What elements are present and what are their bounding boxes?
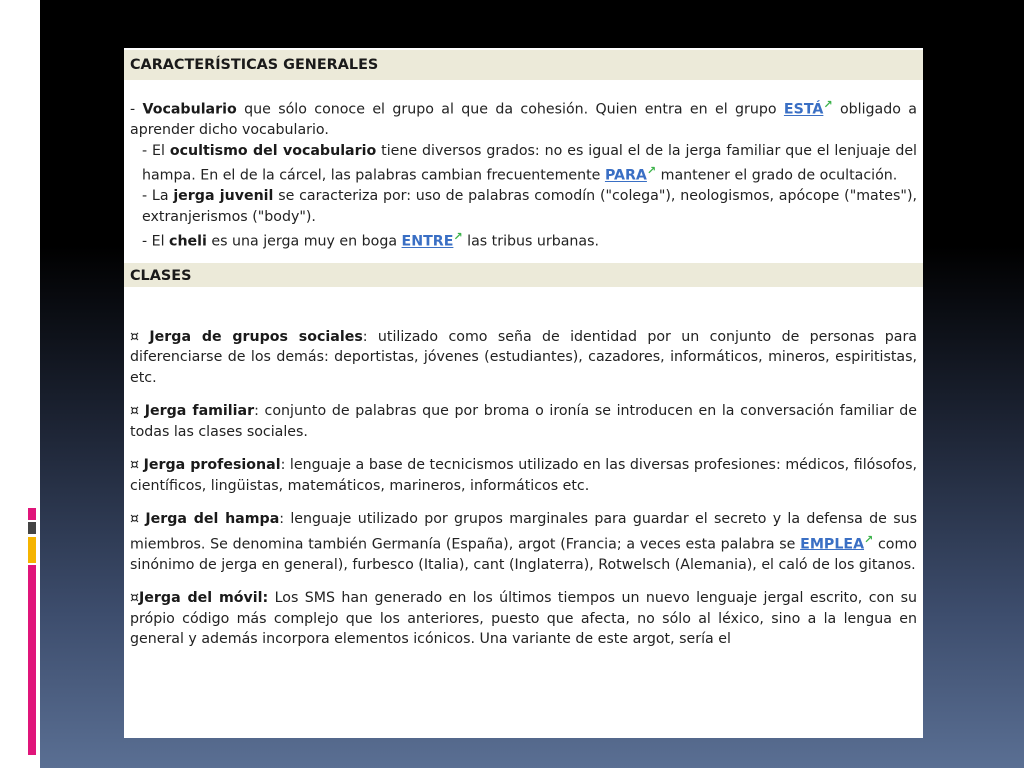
external-link-icon[interactable]: ↗: [823, 98, 833, 111]
link-entre[interactable]: ENTRE: [401, 234, 454, 251]
bullet-icon: ¤: [130, 511, 140, 528]
accent-bar-yellow: [28, 537, 36, 563]
section-header-clases: CLASES: [124, 263, 923, 287]
bullet-icon: ¤: [130, 328, 140, 345]
paragraph-vocabulario: - Vocabulario que sólo conoce el grupo al que da cohesión. Quien entra en el grupo ESTÁ↗ obligado a aprender dicho vocabulario.: [130, 98, 917, 139]
link-para[interactable]: PARA: [604, 167, 647, 184]
bullet-icon: ¤: [130, 457, 140, 474]
external-link-icon[interactable]: ↗: [453, 230, 463, 244]
decorative-bar: [34, 18, 38, 117]
paragraph-ocultismo: - El ocultismo del vocabulario tiene diversos grados: no es igual el de la jerga familiar que el lenjuaje del hampa. En el de la cárcel, las palabras cambian frecuentemente PARA↗ mantener el grado de ocultación.: [142, 142, 917, 184]
link-esta[interactable]: ESTÁ: [783, 101, 824, 118]
slide-content: [124, 48, 923, 738]
clase-profesional: ¤ Jerga profesional: lenguaje a base de tecnicismos utilizado en las diversas profesiones: médicos, filósofos, científicos, lingüistas, matemáticos, marineros, informáticos etc.: [130, 457, 917, 494]
external-link-icon[interactable]: ↗: [646, 164, 657, 178]
link-emplea[interactable]: EMPLEA: [800, 536, 865, 553]
accent-bar-pink: [28, 508, 36, 520]
clase-hampa: ¤ Jerga del hampa: lenguaje utilizado por grupos marginales para guardar el secreto y la defensa de sus miembros. Se denomina también Germanía (España), argot (Francia; a veces esta palabra se EMPLEA↗ como sinónimo de jerga en general), furbesco (Italia), cant (Inglaterra), Rotwelsch (Alemania), el caló de los gitanos.: [130, 511, 917, 573]
section-header-caracteristicas: CARACTERÍSTICAS GENERALES: [124, 50, 923, 80]
clase-familiar: ¤ Jerga familiar: conjunto de palabras que por broma o ironía se introducen en la conversación familiar de todas las clases sociales.: [130, 403, 917, 440]
bullet-icon: ¤: [130, 590, 140, 607]
paragraph-jerga-juvenil: - La jerga juvenil se caracteriza por: uso de palabras comodín ("colega"), neologismos, apócope ("mates"), extranjerismos ("body").: [142, 188, 917, 225]
paragraph-cheli: - El cheli es una jerga muy en boga ENTRE↗ las tribus urbanas.: [142, 230, 600, 251]
clase-grupos-sociales: ¤ Jerga de grupos sociales: utilizado como seña de identidad por un conjunto de personas para diferenciarse de los demás: deportistas, jóvenes (estudiantes), cazadores, informáticos, mineros, espiritistas, etc.: [130, 328, 917, 386]
bullet-icon: ¤: [130, 403, 140, 420]
accent-bar-gray: [28, 522, 36, 534]
decorative-bar: [27, 18, 31, 117]
accent-bar-pink-long: [28, 565, 36, 755]
clase-movil: ¤Jerga del móvil: Los SMS han generado en los últimos tiempos un nuevo lenguaje jergal escrito, con su própio código más complejo que los anteriores, puesto que afecta, no sólo al léxico, sino a la lengua en general y además incorpora elementos icónicos. Una variante de este argot, sería el: [130, 590, 917, 648]
decorative-bar: [20, 18, 24, 117]
external-link-icon[interactable]: ↗: [864, 532, 874, 546]
